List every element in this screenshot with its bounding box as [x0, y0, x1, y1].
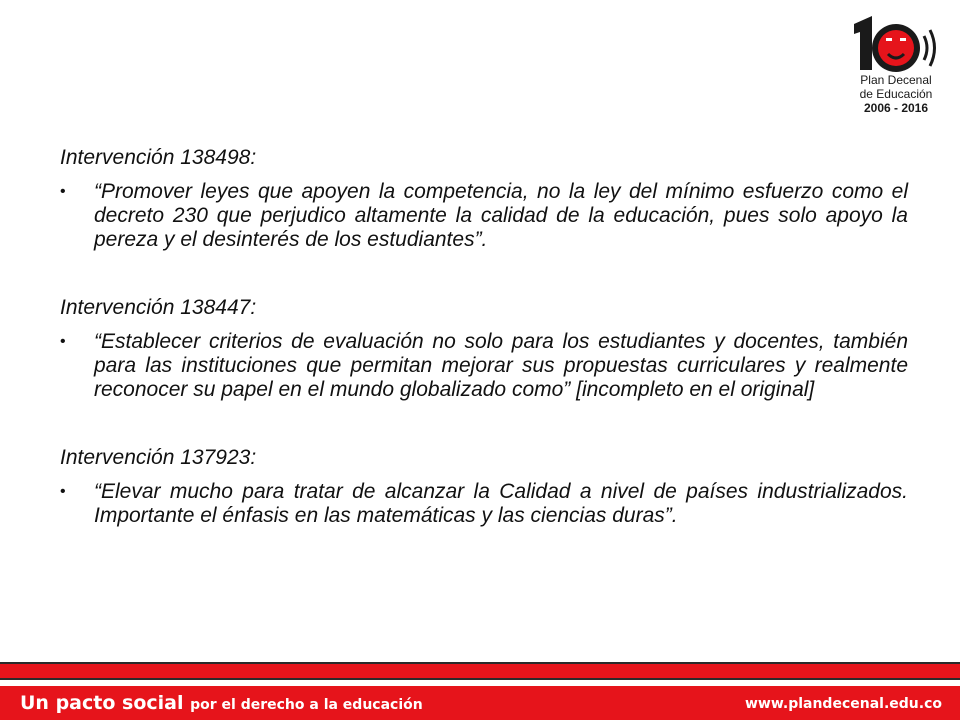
- footer-slogan: [20, 691, 423, 717]
- logo-line3: 2006 - 2016: [863, 101, 929, 115]
- sound-wave-icon: [924, 36, 927, 60]
- footer-url: www.plandecenal.edu.co: [744, 696, 942, 712]
- logo-face: [878, 30, 914, 66]
- intervention-item: [60, 180, 908, 252]
- intervention-item: [60, 330, 908, 402]
- intervention-heading: Intervención 138498:: [60, 146, 257, 169]
- intervention-block: [60, 296, 908, 402]
- slogan-rest: por el derecho a la educación: [190, 697, 423, 713]
- slide-content: [60, 146, 908, 572]
- footer-divider-bar: [0, 662, 960, 680]
- intervention-text: “Establecer criterios de evaluación no solo para los estudiantes y docentes, también para las instituciones que permitan mejorar sus propuestas curriculares y realmente reconocer su papel en el mundo globalizado como” [incompleto en el original]: [94, 330, 908, 401]
- intervention-text: “Elevar mucho para tratar de alcanzar la Calidad a nivel de países industrializados. Importante el énfasis en las matemáticas y las ciencias duras”.: [94, 480, 908, 527]
- logo-digit-one: [854, 16, 872, 70]
- slogan-main: Un pacto social: [20, 692, 184, 714]
- intervention-block: [60, 446, 908, 528]
- intervention-block: [60, 146, 908, 252]
- plan-decenal-logo: [846, 12, 946, 122]
- intervention-item: [60, 480, 908, 528]
- intervention-heading: Intervención 137923:: [60, 446, 257, 469]
- intervention-text: “Promover leyes que apoyen la competencia, no la ley del mínimo esfuerzo como el decreto 230 que perjudico altamente la calidad de la educación, pues solo apoyo la pereza y el desinterés de los estudiantes”.: [94, 180, 908, 251]
- bullet-icon: •: [60, 183, 66, 200]
- logo-line1: Plan Decenal: [860, 73, 932, 87]
- logo-line2: de Educación: [859, 87, 933, 101]
- bullet-icon: •: [60, 333, 66, 350]
- bullet-icon: •: [60, 483, 66, 500]
- intervention-heading: Intervención 138447:: [60, 296, 257, 319]
- footer-bar: [0, 686, 960, 720]
